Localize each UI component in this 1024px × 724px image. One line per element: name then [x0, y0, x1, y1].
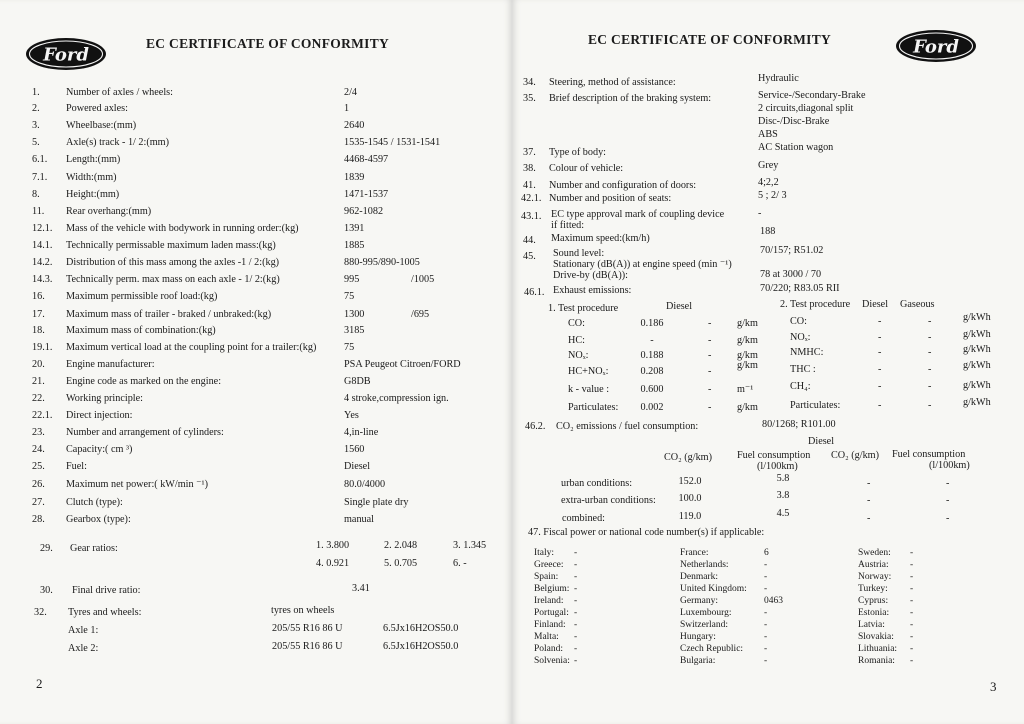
co2-header: CO₂ (g/km): [664, 452, 712, 463]
spec-value: 75: [344, 291, 355, 302]
braking-detail: 2 circuits,diagonal split: [758, 103, 854, 114]
fiscal-code: -: [574, 548, 578, 558]
tyre-size: 205/55 R16 86 U: [272, 641, 343, 652]
axle-label: Axle 1:: [68, 625, 99, 636]
emission2-gaseous: -: [928, 332, 932, 343]
spec-number: 46.1.: [524, 287, 545, 298]
emission2-unit: g/kWh: [963, 329, 991, 340]
fuel-header: Fuel consumption: [737, 450, 811, 461]
emission-name: NOₓ:: [568, 350, 589, 361]
emission-unit: g/km: [737, 402, 758, 413]
emission2-unit: g/kWh: [963, 312, 991, 323]
fiscal-country: Czech Republic:: [680, 644, 744, 654]
emission2-name: CO:: [790, 316, 807, 327]
spec-value: -: [758, 208, 762, 219]
fiscal-country: Spain:: [534, 572, 559, 582]
consumption-condition: combined:: [562, 513, 606, 524]
spec-value: 3185: [344, 325, 365, 336]
spec-value: 1300: [344, 309, 365, 320]
fiscal-code: -: [910, 620, 914, 630]
co2-cell: 119.0: [678, 511, 702, 522]
emission2-diesel: -: [878, 332, 882, 343]
spec-label: Technically perm. max mass on each axle - 1/ 2:(kg): [66, 274, 280, 285]
fiscal-code: -: [574, 620, 578, 630]
emission2-diesel: -: [878, 316, 882, 327]
emission2-name: THC :: [790, 364, 816, 375]
spec-label-line3: Drive-by (dB(A)):: [553, 270, 628, 281]
spec-number: 11.: [32, 206, 45, 217]
spec-value: 1471-1537: [344, 189, 389, 200]
fiscal-country: Austria:: [858, 560, 889, 570]
co2-cell: 100.0: [678, 493, 702, 504]
emission-name: Particulates:: [568, 402, 619, 413]
ford-logo-right: [894, 28, 978, 64]
fuel-cell: 3.8: [776, 490, 790, 501]
emission-dash: -: [708, 335, 712, 346]
spec-value: Service-/Secondary-Brake: [758, 90, 866, 101]
spec-number: 3.: [32, 120, 40, 131]
spec-label: Rear overhang:(mm): [66, 206, 152, 217]
emission-name: HC:: [568, 335, 585, 346]
fiscal-code: -: [764, 632, 768, 642]
co2-cell: 152.0: [678, 476, 702, 487]
spec-label: Type of body:: [549, 147, 607, 158]
spec-label: Capacity:( cm ³): [66, 444, 133, 455]
braking-detail: Disc-/Disc-Brake: [758, 116, 830, 127]
spec-value: Yes: [344, 410, 359, 421]
spec-label: Maximum net power:( kW/min ⁻¹): [66, 479, 208, 490]
fiscal-country: Italy:: [534, 548, 555, 558]
fiscal-country: Solvenia:: [534, 656, 570, 666]
spec-label: Number and configuration of doors:: [549, 180, 697, 191]
spec-value: 1: [344, 103, 350, 114]
tyre-size: 205/55 R16 86 U: [272, 623, 343, 634]
emission-dash: -: [708, 384, 712, 395]
spec-value: 4;2,2: [758, 177, 779, 188]
wheel-size: 6.5Jx16H2OS50.0: [383, 623, 459, 634]
emission2-gaseous: -: [928, 400, 932, 411]
spec-number: 42.1.: [521, 193, 542, 204]
braking-detail: ABS: [758, 129, 778, 140]
emission-value: 0.208: [640, 366, 664, 377]
page-title-left: EC CERTIFICATE OF CONFORMITY: [146, 36, 390, 51]
spec-label: Steering, method of assistance:: [549, 77, 676, 88]
spec-value: 80.0/4000: [344, 479, 386, 490]
test2-title: 2. Test procedure: [780, 299, 851, 310]
gear-ratio: 1. 3.800: [316, 540, 350, 551]
fiscal-code: -: [764, 644, 768, 654]
spec-number: 14.1.: [32, 240, 53, 251]
gear-ratio: 5. 0.705: [384, 558, 418, 569]
emission-unit: m⁻¹: [737, 384, 754, 395]
spec-label: Height:(mm): [66, 189, 120, 200]
fiscal-country: Belgium:: [534, 584, 570, 594]
emission2-unit: g/kWh: [963, 360, 991, 371]
spec-value: 1391: [344, 223, 365, 234]
spec-label: Working principle:: [66, 393, 143, 404]
fiscal-code: -: [764, 584, 768, 594]
emission2-gaseous: -: [928, 381, 932, 392]
fiscal-country: Malta:: [534, 632, 559, 642]
co2-label: CO₂ emissions / fuel consumption:: [556, 421, 699, 432]
page-number-right: 3: [990, 679, 997, 694]
spec-number: 28.: [32, 514, 45, 525]
tyres-number: 32.: [34, 607, 47, 618]
spec-value-secondary: /695: [411, 309, 430, 320]
spec-value-secondary: /1005: [411, 274, 435, 285]
fiscal-code: -: [910, 656, 914, 666]
emission2-diesel: -: [878, 381, 882, 392]
spec-value: Diesel: [344, 461, 371, 472]
fiscal-country: Bulgaria:: [680, 656, 716, 666]
fiscal-country: Greece:: [534, 560, 564, 570]
fiscal-country: Lithuania:: [858, 644, 898, 654]
spec-number: 18.: [32, 325, 45, 336]
test1-fuel: Diesel: [666, 301, 693, 312]
fiscal-code: -: [910, 560, 914, 570]
spec-number: 19.1.: [32, 342, 53, 353]
fiscal-code: -: [574, 584, 578, 594]
spec-label-line2: Stationary (dB(A)) at engine speed (min ⁻¹): [553, 259, 732, 270]
tyres-label: Tyres and wheels:: [68, 607, 142, 618]
emission2-diesel: -: [878, 400, 882, 411]
fiscal-code: -: [910, 572, 914, 582]
spec-value: 75: [344, 342, 355, 353]
fuel-cell-b: -: [946, 513, 950, 524]
emission2-gaseous: -: [928, 316, 932, 327]
gear-ratio: 3. 1.345: [453, 540, 487, 551]
spec-value-secondary: 78 at 3000 / 70: [760, 269, 822, 280]
spec-label: Maximum mass of trailer - braked / unbraked:(kg): [66, 309, 272, 320]
spec-number: 38.: [523, 163, 536, 174]
test2-fuel2: Gaseous: [900, 299, 935, 310]
emission-dash: -: [708, 318, 712, 329]
spec-label: Axle(s) track - 1/ 2:(mm): [66, 137, 169, 148]
right-page: [512, 0, 1024, 724]
consumption-condition: urban conditions:: [561, 478, 633, 489]
spec-value: 4 stroke,compression ign.: [344, 393, 449, 404]
spec-label: Maximum vertical load at the coupling point for a trailer:(kg): [66, 342, 317, 353]
spec-number: 41.: [523, 180, 536, 191]
test1-title: 1. Test procedure: [548, 303, 619, 314]
emission-value: 0.002: [640, 402, 664, 413]
spec-label: Gearbox (type):: [66, 514, 131, 525]
fiscal-country: France:: [680, 548, 709, 558]
fiscal-code: -: [764, 620, 768, 630]
spec-value: 962-1082: [344, 206, 384, 217]
spec-label: Exhaust emissions:: [553, 285, 632, 296]
spec-number: 7.1.: [32, 172, 48, 183]
emission-unit: g/km: [737, 318, 758, 329]
emission2-gaseous: -: [928, 364, 932, 375]
spec-label: Brief description of the braking system:: [549, 93, 712, 104]
fiscal-country: Latvia:: [858, 620, 885, 630]
fiscal-country: Cyprus:: [858, 596, 889, 606]
fuel-cell: 4.5: [776, 508, 790, 519]
fiscal-code: -: [574, 596, 578, 606]
emission-value: 0.600: [640, 384, 664, 395]
spec-label: Width:(mm): [66, 172, 117, 183]
emission-unit: g/km: [737, 360, 758, 371]
co2-header-b: CO₂ (g/km): [831, 450, 879, 461]
fiscal-code: -: [910, 596, 914, 606]
fiscal-country: Ireland:: [534, 596, 564, 606]
fiscal-country: Denmark:: [680, 572, 718, 582]
fuel-header-b: Fuel consumption: [892, 449, 966, 460]
spec-value: 1885: [344, 240, 365, 251]
spec-number: 22.1.: [32, 410, 53, 421]
fiscal-code: -: [764, 572, 768, 582]
fiscal-country: Switzerland:: [680, 620, 729, 630]
emission-name: CO:: [568, 318, 585, 329]
spec-label: Powered axles:: [66, 103, 128, 114]
fiscal-country: Portugal:: [534, 608, 569, 618]
spec-label: Engine code as marked on the engine:: [66, 376, 222, 387]
spec-label: Distribution of this mass among the axles -1 / 2:(kg): [66, 257, 280, 268]
emission-value: 0.188: [640, 350, 664, 361]
ford-logo-left: [24, 36, 108, 72]
emission-dash: -: [708, 402, 712, 413]
spec-number: 45.: [523, 251, 536, 262]
spec-label: Number and arrangement of cylinders:: [66, 427, 224, 438]
spec-value: 1839: [344, 172, 365, 183]
spec-label: Number of axles / wheels:: [66, 87, 173, 98]
spec-value: 2/4: [344, 87, 358, 98]
fiscal-country: Netherlands:: [680, 560, 729, 570]
fiscal-code: -: [574, 608, 578, 618]
fiscal-code: 6: [764, 548, 769, 558]
emission-unit: g/km: [737, 350, 758, 361]
spec-number: 6.1.: [32, 154, 48, 165]
emission2-unit: g/kWh: [963, 397, 991, 408]
ford-logo-text: Ford: [913, 36, 959, 58]
spec-value: manual: [344, 514, 374, 525]
fiscal-country: Germany:: [680, 596, 718, 606]
spec-value: G8DB: [344, 376, 371, 387]
spec-label: Mass of the vehicle with bodywork in running order:(kg): [66, 223, 299, 234]
fiscal-code: -: [574, 656, 578, 666]
co2-cell-b: -: [867, 495, 871, 506]
fiscal-label: 47. Fiscal power or national code number(s) if applicable:: [528, 527, 765, 538]
spec-value: PSA Peugeot Citroen/FORD: [344, 359, 461, 370]
spec-value: 1560: [344, 444, 365, 455]
fuel-cell-b: -: [946, 495, 950, 506]
fiscal-country: Estonia:: [858, 608, 890, 618]
spec-value: Single plate dry: [344, 497, 409, 508]
gear-ratio: 4. 0.921: [316, 558, 350, 569]
gear-label: Gear ratios:: [70, 543, 118, 554]
wheel-size: 6.5Jx16H2OS50.0: [383, 641, 459, 652]
spec-number: 14.2.: [32, 257, 53, 268]
fiscal-code: -: [910, 632, 914, 642]
spec-value: 880-995/890-1005: [344, 257, 420, 268]
spec-label: Sound level:: [553, 248, 605, 259]
final-drive-number: 30.: [40, 585, 53, 596]
emission-name: HC+NOₓ:: [568, 366, 609, 377]
page-number-left: 2: [36, 676, 43, 691]
emission-unit: g/km: [737, 335, 758, 346]
emission-name: k - value :: [568, 384, 610, 395]
spec-number: 34.: [523, 77, 536, 88]
spec-number: 27.: [32, 497, 45, 508]
spec-label: Technically permissable maximum laden mass:(kg): [66, 240, 276, 251]
spec-number: 23.: [32, 427, 45, 438]
spec-number: 24.: [32, 444, 45, 455]
fiscal-country: Romania:: [858, 656, 895, 666]
co2-value: 80/1268; R101.00: [762, 419, 836, 430]
spec-label: Clutch (type):: [66, 497, 123, 508]
gear-number: 29.: [40, 543, 53, 554]
spec-label: Direct injection:: [66, 410, 133, 421]
fuel-header-unit: (l/100km): [757, 461, 798, 472]
spec-label: Colour of vehicle:: [549, 163, 624, 174]
fiscal-country: United Kingdom:: [680, 584, 747, 594]
spec-number: 37.: [523, 147, 536, 158]
spec-number: 17.: [32, 309, 45, 320]
emission2-unit: g/kWh: [963, 380, 991, 391]
spec-number: 14.3.: [32, 274, 53, 285]
spec-number: 22.: [32, 393, 45, 404]
spec-label: Number and position of seats:: [549, 193, 672, 204]
spec-label: Wheelbase:(mm): [66, 120, 137, 131]
emission-dash: -: [708, 350, 712, 361]
emission2-unit: g/kWh: [963, 344, 991, 355]
spec-value: 5 ; 2/ 3: [758, 190, 787, 201]
spec-number: 43.1.: [521, 211, 542, 222]
gear-ratio: 6. -: [453, 558, 467, 569]
tyres-header: tyres on wheels: [271, 605, 335, 616]
gear-ratio: 2. 2.048: [384, 540, 418, 551]
fiscal-code: -: [764, 608, 768, 618]
fiscal-country: Luxembourg:: [680, 608, 732, 618]
spec-value: 70/157; R51.02: [760, 245, 824, 256]
fiscal-code: -: [910, 548, 914, 558]
fiscal-code: -: [574, 572, 578, 582]
spec-number: 35.: [523, 93, 536, 104]
spec-label: Engine manufacturer:: [66, 359, 155, 370]
spec-number: 25.: [32, 461, 45, 472]
test2-fuel1: Diesel: [862, 299, 889, 310]
spec-label: Maximum mass of combination:(kg): [66, 325, 216, 336]
spec-value: 2640: [344, 120, 365, 131]
emission2-diesel: -: [878, 347, 882, 358]
emission-value: 0.186: [640, 318, 664, 329]
fiscal-country: Turkey:: [858, 584, 888, 594]
emission2-gaseous: -: [928, 347, 932, 358]
fiscal-code: -: [764, 560, 768, 570]
fiscal-code: -: [574, 644, 578, 654]
spec-number: 12.1.: [32, 223, 53, 234]
spec-number: 20.: [32, 359, 45, 370]
spec-value: 188: [760, 226, 776, 237]
spec-value: Grey: [758, 160, 779, 171]
spec-number: 1.: [32, 87, 40, 98]
fiscal-country: Norway:: [858, 572, 892, 582]
spec-value: 4468-4597: [344, 154, 389, 165]
ford-logo-text: Ford: [43, 44, 89, 66]
spec-label: Maximum speed:(km/h): [551, 233, 650, 244]
emission-dash: -: [708, 366, 712, 377]
emission2-name: CH₄:: [790, 381, 811, 392]
emission2-diesel: -: [878, 364, 882, 375]
spec-number: 8.: [32, 189, 40, 200]
fiscal-country: Poland:: [534, 644, 564, 654]
fiscal-code: -: [574, 632, 578, 642]
co2-cell-b: -: [867, 513, 871, 524]
emission2-name: Particulates:: [790, 400, 841, 411]
fiscal-country: Hungary:: [680, 632, 716, 642]
spec-number: 44.: [523, 235, 536, 246]
fiscal-country: Slovakia:: [858, 632, 894, 642]
fuel-cell: 5.8: [776, 473, 790, 484]
consumption-condition: extra-urban conditions:: [561, 495, 656, 506]
spec-value: AC Station wagon: [758, 142, 834, 153]
emission-value: -: [650, 335, 654, 346]
spec-label: Fuel:: [66, 461, 87, 472]
fiscal-code: -: [764, 656, 768, 666]
spec-label-line2: if fitted:: [551, 220, 585, 231]
spec-number: 21.: [32, 376, 45, 387]
emission2-name: NMHC:: [790, 347, 824, 358]
spec-label: Maximum permissible roof load:(kg): [66, 291, 218, 302]
emission2-name: NOₓ:: [790, 332, 811, 343]
spec-number: 26.: [32, 479, 45, 490]
spec-number: 2.: [32, 103, 40, 114]
spec-value: 995: [344, 274, 360, 285]
spec-label: Length:(mm): [66, 154, 121, 165]
co2-number: 46.2.: [525, 421, 546, 432]
spec-number: 16.: [32, 291, 45, 302]
axle-label: Axle 2:: [68, 643, 99, 654]
co2-fuel: Diesel: [808, 436, 835, 447]
spec-label: EC type approval mark of coupling device: [551, 209, 725, 220]
fiscal-country: Finland:: [534, 620, 566, 630]
fiscal-code: -: [910, 584, 914, 594]
spec-number: 5.: [32, 137, 40, 148]
spec-value: Hydraulic: [758, 73, 799, 84]
fiscal-country: Sweden:: [858, 548, 891, 558]
spec-value: 4,in-line: [344, 427, 379, 438]
fuel-header-b-unit: (l/100km): [929, 460, 970, 471]
fiscal-code: -: [574, 560, 578, 570]
fiscal-code: 0463: [764, 596, 783, 606]
co2-cell-b: -: [867, 478, 871, 489]
final-drive-label: Final drive ratio:: [72, 585, 141, 596]
fiscal-code: -: [910, 644, 914, 654]
page-title-right: EC CERTIFICATE OF CONFORMITY: [588, 32, 832, 47]
fiscal-code: -: [910, 608, 914, 618]
spec-value: 70/220; R83.05 RII: [760, 283, 840, 294]
spec-value: 1535-1545 / 1531-1541: [344, 137, 441, 148]
fuel-cell-b: -: [946, 478, 950, 489]
final-drive-value: 3.41: [352, 583, 370, 594]
